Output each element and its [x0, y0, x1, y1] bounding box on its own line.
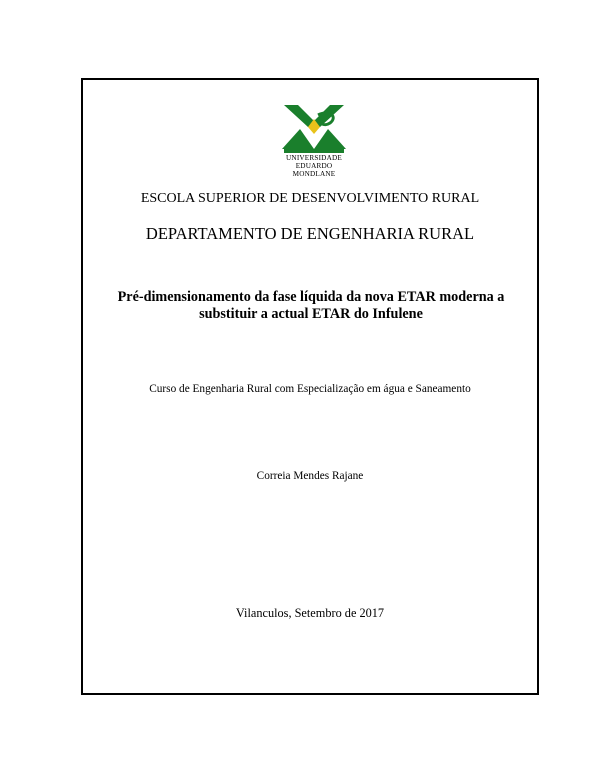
- course-name: Curso de Engenharia Rural com Especialização em água e Saneamento: [149, 383, 471, 395]
- uem-emblem-icon: [278, 103, 350, 155]
- logo-text-line2: EDUARDO: [295, 162, 333, 170]
- school-name: ESCOLA SUPERIOR DE DESENVOLVIMENTO RURAL: [140, 191, 480, 206]
- author-name: Correia Mendes Rajane: [256, 470, 364, 482]
- thesis-title: Pré-dimensionamento da fase líquida da nova ETAR moderna a substituir a actual ETAR do Infulene: [117, 289, 505, 322]
- logo-text-line3: MONDLANE: [292, 170, 336, 178]
- logo-text-line1: UNIVERSIDADE: [286, 154, 342, 162]
- department-name: DEPARTAMENTO DE ENGENHARIA RURAL: [145, 224, 475, 243]
- place-and-date: Vilanculos, Setembro de 2017: [235, 606, 385, 620]
